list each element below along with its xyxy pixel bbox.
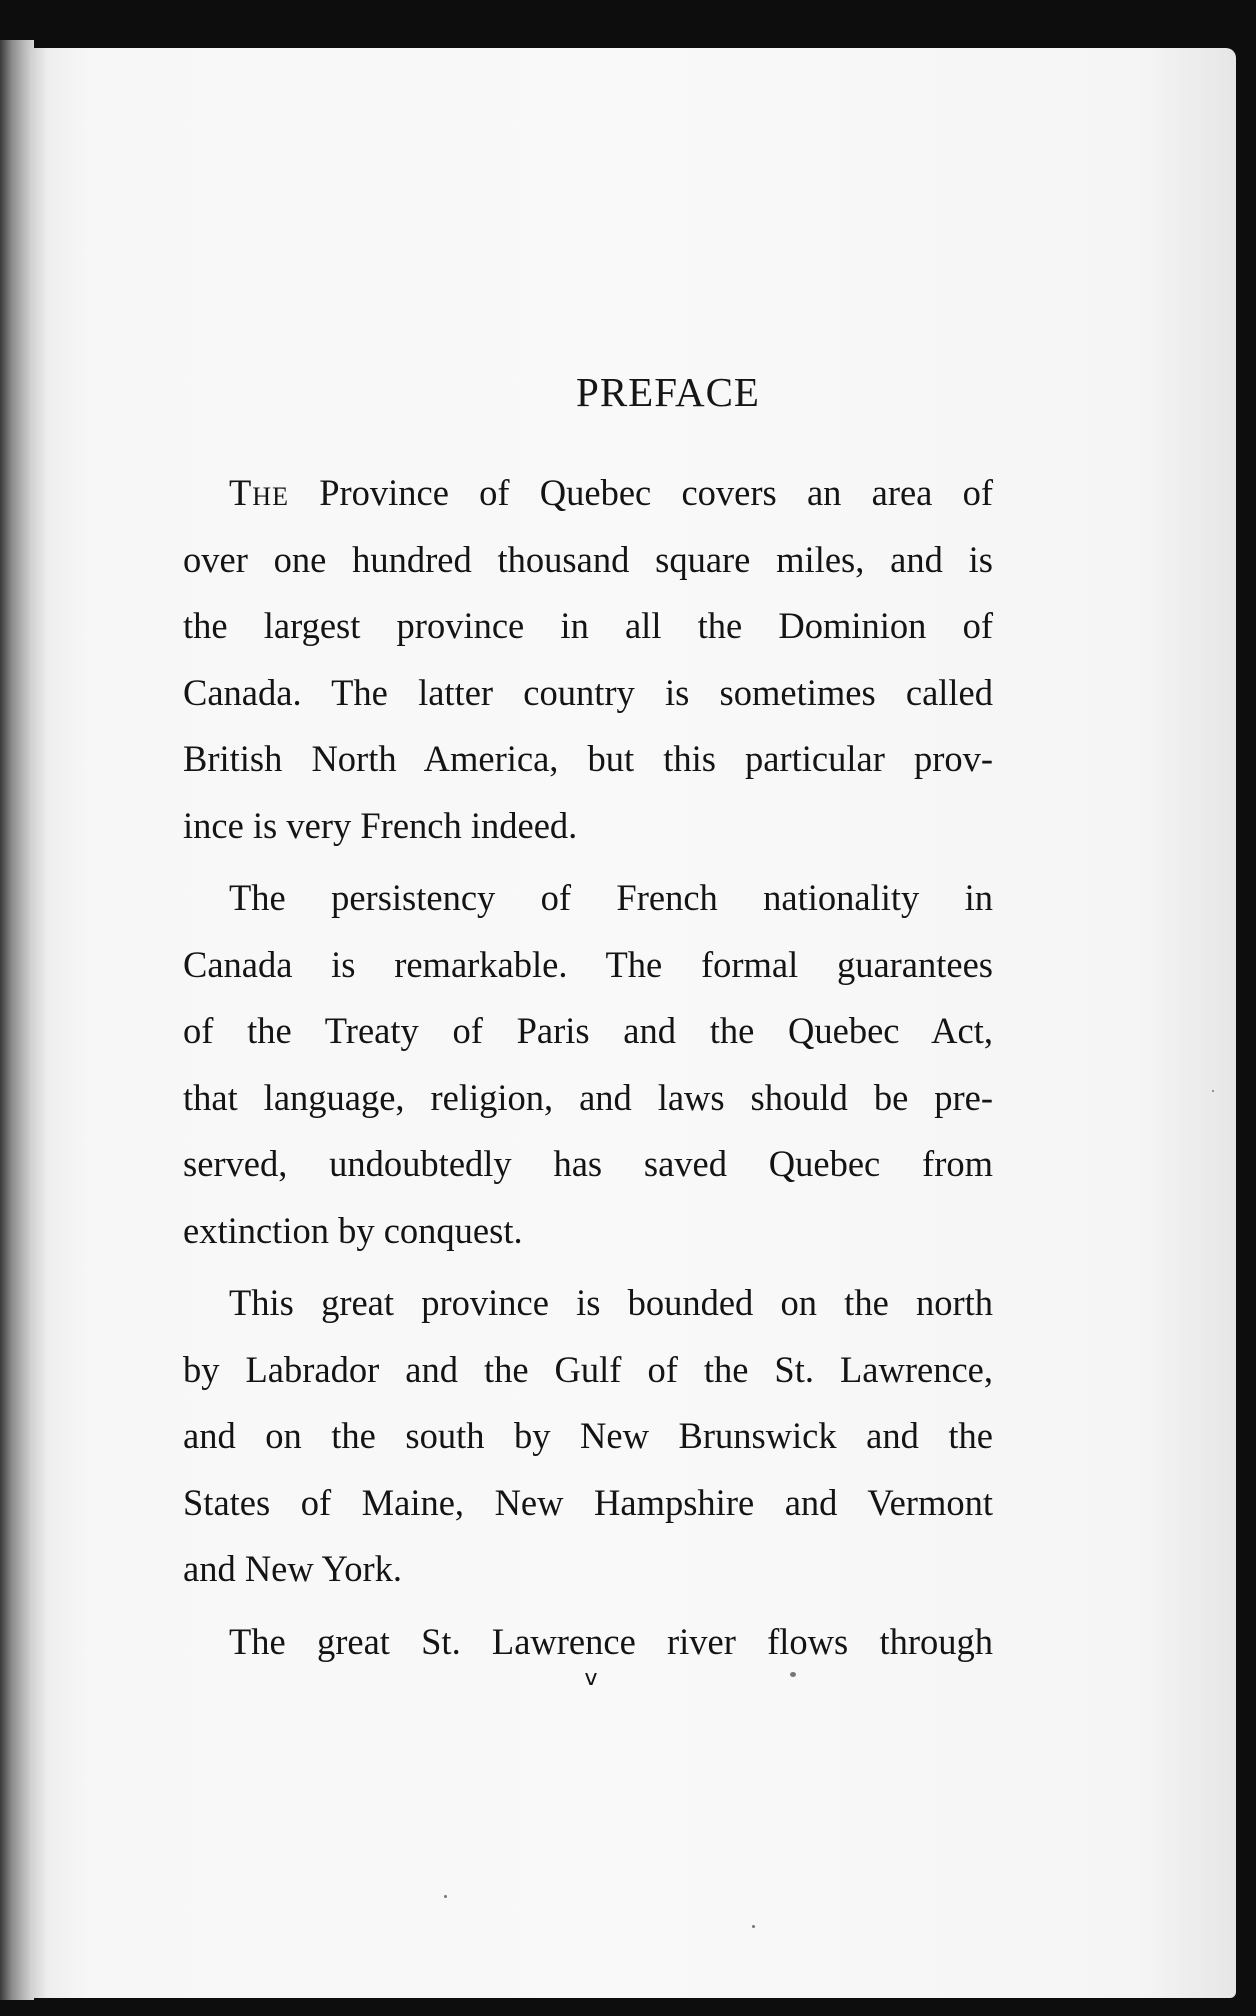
- text-line: This great province is bounded on the north: [229, 1282, 993, 1323]
- text-line: over one hundred thousand square miles, and is: [183, 538, 993, 580]
- paper-speck: [1212, 1090, 1214, 1092]
- page-title: PREFACE: [576, 369, 760, 415]
- text-line: States of Maine, New Hampshire and Vermont: [183, 1481, 993, 1523]
- text-line: and on the south by New Brunswick and the: [183, 1415, 993, 1456]
- paragraph-2: [183, 865, 993, 1264]
- text-line: of the Treaty of Paris and the Quebec Act,: [183, 1010, 993, 1051]
- page-number: v: [584, 1666, 598, 1691]
- drop-word: The: [229, 472, 289, 513]
- paragraph-3: [183, 1270, 993, 1603]
- preface-text: [183, 460, 993, 1675]
- text-line: extinction by conquest.: [183, 1209, 523, 1251]
- text-line: British North America, but this particular prov-: [183, 738, 993, 779]
- binding-edge: [0, 40, 34, 2000]
- text-line: served, undoubtedly has saved Quebec from: [183, 1143, 993, 1184]
- paper-speck: [752, 1925, 755, 1928]
- text-line: Canada. The latter country is sometimes called: [183, 671, 993, 713]
- text-line: by Labrador and the Gulf of the St. Lawrence,: [183, 1348, 993, 1390]
- text-line: the largest province in all the Dominion of: [183, 605, 993, 646]
- paragraph-1: [183, 460, 993, 859]
- text-line: The Province of Quebec covers an area of: [229, 472, 993, 513]
- text-line: and New York.: [183, 1548, 402, 1589]
- text-line: The great St. Lawrence river flows through: [229, 1620, 993, 1662]
- text-line: Canada is remarkable. The formal guarantees: [183, 943, 993, 985]
- paper-speck: [790, 1672, 796, 1677]
- text-line: ince is very French indeed.: [183, 804, 578, 846]
- text-line: The persistency of French nationality in: [229, 877, 993, 918]
- paper-speck: [444, 1895, 447, 1898]
- text-line: that language, religion, and laws should be pre-: [183, 1076, 993, 1118]
